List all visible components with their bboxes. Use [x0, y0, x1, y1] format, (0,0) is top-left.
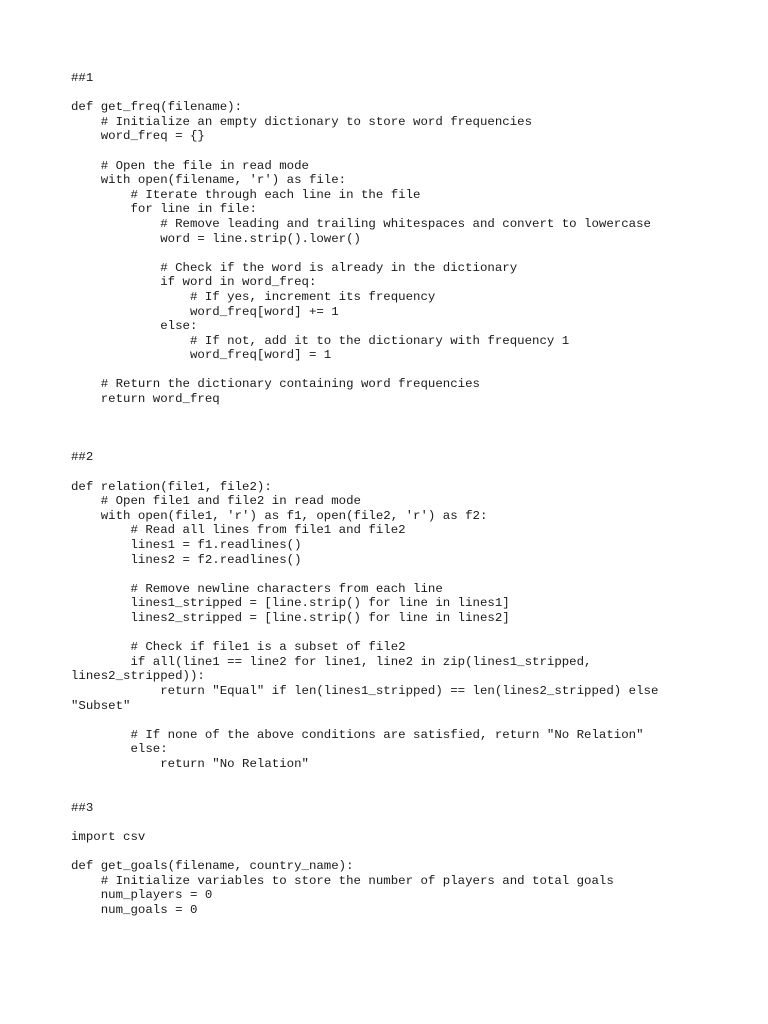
code-line: if word in word_freq:: [71, 275, 317, 290]
code-line: ##2: [71, 450, 94, 465]
code-line: return "Equal" if len(lines1_stripped) == len(lines2_stripped) else: [71, 683, 659, 698]
code-line: def get_freq(filename):: [71, 100, 243, 115]
code-line: [71, 786, 731, 801]
code-line: # Initialize an empty dictionary to store word frequencies: [71, 114, 533, 129]
code-line: else:: [71, 319, 198, 334]
code-line: [71, 844, 731, 859]
code-line: else:: [71, 742, 168, 757]
code-line: [71, 144, 731, 159]
code-line: [71, 407, 731, 422]
code-line: def get_goals(filename, country_name):: [71, 859, 354, 874]
code-line: num_goals = 0: [71, 902, 198, 917]
code-line: lines2_stripped = [line.strip() for line in lines2]: [71, 610, 510, 625]
code-line: lines1_stripped = [line.strip() for line in lines1]: [71, 596, 510, 611]
code-line: # Remove newline characters from each line: [71, 581, 443, 596]
code-line: num_players = 0: [71, 888, 213, 903]
code-line: # Return the dictionary containing word frequencies: [71, 377, 480, 392]
code-line: lines2_stripped)):: [71, 669, 205, 684]
code-line: if all(line1 == line2 for line1, line2 in zip(lines1_stripped,: [71, 654, 592, 669]
code-line: return "No Relation": [71, 756, 309, 771]
code-line: word_freq[word] = 1: [71, 348, 332, 363]
code-line: [71, 246, 731, 261]
code-line: word = line.strip().lower(): [71, 231, 361, 246]
code-line: # Open the file in read mode: [71, 158, 309, 173]
code-listing: [71, 71, 731, 917]
code-line: [71, 436, 731, 451]
code-line: [71, 772, 731, 787]
code-line: [71, 86, 731, 101]
code-line: [71, 421, 731, 436]
code-line: with open(filename, 'r') as file:: [71, 173, 347, 188]
code-line: word_freq = {}: [71, 129, 205, 144]
code-line: # If yes, increment its frequency: [71, 289, 436, 304]
code-line: for line in file:: [71, 202, 257, 217]
code-line: import csv: [71, 829, 146, 844]
code-line: # If not, add it to the dictionary with frequency 1: [71, 333, 570, 348]
code-line: # Initialize variables to store the number of players and total goals: [71, 873, 614, 888]
code-line: with open(file1, 'r') as f1, open(file2, 'r') as f2:: [71, 508, 488, 523]
code-line: ##1: [71, 71, 94, 85]
code-line: # Check if file1 is a subset of file2: [71, 640, 406, 655]
code-line: word_freq[word] += 1: [71, 304, 339, 319]
code-line: [71, 713, 731, 728]
code-line: lines1 = f1.readlines(): [71, 538, 302, 552]
code-line: # Remove leading and trailing whitespaces and convert to lowercase: [71, 216, 651, 231]
code-line: # Open file1 and file2 in read mode: [71, 494, 361, 509]
code-line: lines2 = f2.readlines(): [71, 552, 302, 567]
code-line: [71, 626, 731, 641]
code-line: "Subset": [71, 698, 131, 713]
code-line: [71, 465, 731, 480]
code-line: [71, 815, 731, 830]
code-line: # Iterate through each line in the file: [71, 187, 421, 202]
code-line: # Check if the word is already in the dictionary: [71, 260, 518, 275]
code-line: # If none of the above conditions are satisfied, return "No Relation": [71, 727, 644, 742]
code-line: [71, 363, 731, 378]
code-line: return word_freq: [71, 392, 220, 407]
code-line: ##3: [71, 800, 94, 815]
code-line: def relation(file1, file2):: [71, 479, 272, 494]
code-line: # Read all lines from file1 and file2: [71, 523, 406, 538]
code-line: [71, 567, 731, 582]
